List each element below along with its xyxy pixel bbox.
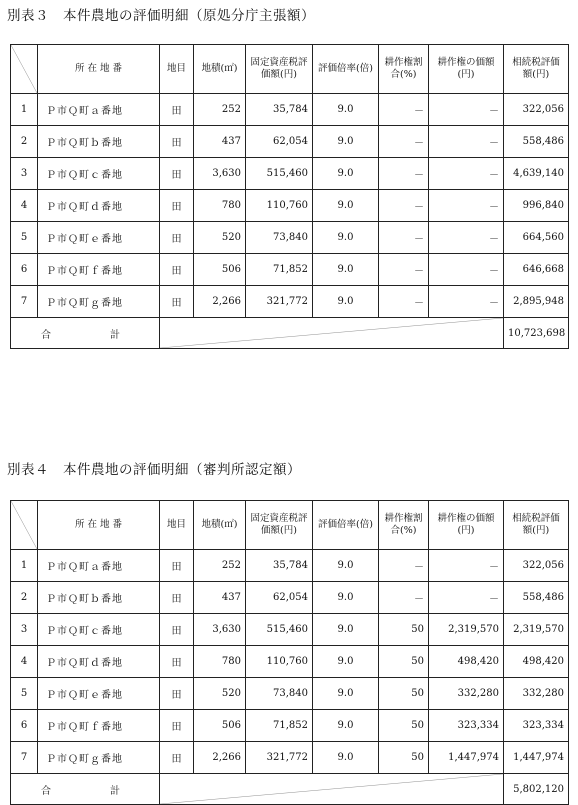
table-row bbox=[11, 222, 569, 254]
table-cell: Ｐ市Ｑ町ｂ番地 bbox=[38, 582, 160, 614]
header-label: 耕作権の価額(円) bbox=[437, 513, 495, 536]
table-cell: 498,420 bbox=[429, 646, 504, 678]
header-inheritance-value bbox=[504, 501, 569, 550]
total-row bbox=[11, 318, 569, 349]
header-label: 地目 bbox=[166, 63, 186, 74]
header-area bbox=[194, 501, 246, 550]
table-cell: 9.0 bbox=[313, 190, 379, 222]
table-cell: 252 bbox=[194, 94, 246, 126]
table-cell: 2,319,570 bbox=[504, 614, 569, 646]
table-cell: 996,840 bbox=[504, 190, 569, 222]
table-cell: 558,486 bbox=[504, 582, 569, 614]
table-cell: 9.0 bbox=[313, 678, 379, 710]
table-cell: － bbox=[429, 286, 504, 318]
table-cell: Ｐ市Ｑ町ｇ番地 bbox=[38, 742, 160, 774]
table-row bbox=[11, 646, 569, 678]
table-cell: 1 bbox=[11, 94, 38, 126]
table-cell: 田 bbox=[160, 190, 194, 222]
table-cell: 520 bbox=[194, 678, 246, 710]
header-location bbox=[38, 501, 160, 550]
table-cell: 田 bbox=[160, 710, 194, 742]
table-cell: 2,266 bbox=[194, 286, 246, 318]
table-cell: 4,639,140 bbox=[504, 158, 569, 190]
table-cell: 3,630 bbox=[194, 614, 246, 646]
table-cell: Ｐ市Ｑ町ａ番地 bbox=[38, 550, 160, 582]
header-category bbox=[160, 45, 194, 94]
table-cell: Ｐ市Ｑ町ｄ番地 bbox=[38, 646, 160, 678]
table-cell: 50 bbox=[379, 678, 429, 710]
valuation-table-3 bbox=[10, 44, 569, 349]
table-row bbox=[11, 614, 569, 646]
table-cell: 515,460 bbox=[246, 614, 313, 646]
total-value: 10,723,698 bbox=[504, 318, 569, 349]
table-cell: 321,772 bbox=[246, 286, 313, 318]
table-cell: Ｐ市Ｑ町ｃ番地 bbox=[38, 158, 160, 190]
table-cell: Ｐ市Ｑ町ｄ番地 bbox=[38, 190, 160, 222]
header-inheritance-value bbox=[504, 45, 569, 94]
table-cell: 110,760 bbox=[246, 646, 313, 678]
total-label bbox=[11, 774, 160, 805]
table-title: 別表３ 本件農地の評価明細（原処分庁主張額） bbox=[7, 8, 315, 24]
table-cell: 9.0 bbox=[313, 614, 379, 646]
header-multiplier bbox=[313, 45, 379, 94]
table-cell: 田 bbox=[160, 286, 194, 318]
table-cell: － bbox=[379, 126, 429, 158]
table-cell: － bbox=[379, 550, 429, 582]
table-row bbox=[11, 710, 569, 742]
table-cell: 田 bbox=[160, 126, 194, 158]
table-cell: 2 bbox=[11, 582, 38, 614]
table-cell: 9.0 bbox=[313, 710, 379, 742]
header-label: 相続税評価額(円) bbox=[512, 57, 560, 80]
table-cell: 4 bbox=[11, 190, 38, 222]
total-label-a: 合 bbox=[41, 785, 52, 797]
header-label: 耕作権の価額(円) bbox=[437, 57, 495, 80]
header-label: 耕作権割合(%) bbox=[384, 57, 423, 80]
table-cell: Ｐ市Ｑ町ｇ番地 bbox=[38, 286, 160, 318]
table-cell: 498,420 bbox=[504, 646, 569, 678]
table-cell: 50 bbox=[379, 646, 429, 678]
table-cell: Ｐ市Ｑ町ｆ番地 bbox=[38, 710, 160, 742]
table-cell: 2,319,570 bbox=[429, 614, 504, 646]
table-cell: 田 bbox=[160, 742, 194, 774]
table-cell: 9.0 bbox=[313, 582, 379, 614]
table-cell: 9.0 bbox=[313, 126, 379, 158]
table-cell: 田 bbox=[160, 158, 194, 190]
table-cell: 田 bbox=[160, 646, 194, 678]
table-cell: 50 bbox=[379, 614, 429, 646]
header-label: 固定資産税評価額(円) bbox=[250, 513, 308, 536]
table-cell: － bbox=[429, 158, 504, 190]
header-label: 評価倍率(倍) bbox=[318, 63, 373, 74]
table-cell: 780 bbox=[194, 646, 246, 678]
table-cell: 515,460 bbox=[246, 158, 313, 190]
table-cell: 1,447,974 bbox=[504, 742, 569, 774]
total-blank-cell bbox=[160, 774, 504, 805]
table-cell: Ｐ市Ｑ町ｅ番地 bbox=[38, 678, 160, 710]
header-area bbox=[194, 45, 246, 94]
table-cell: 田 bbox=[160, 550, 194, 582]
table-cell: 558,486 bbox=[504, 126, 569, 158]
table-cell: Ｐ市Ｑ町ｆ番地 bbox=[38, 254, 160, 286]
table-row bbox=[11, 126, 569, 158]
table-cell: 323,334 bbox=[429, 710, 504, 742]
table-cell: 6 bbox=[11, 254, 38, 286]
table-cell: 50 bbox=[379, 742, 429, 774]
header-fixed-tax-value bbox=[246, 45, 313, 94]
table-cell: 9.0 bbox=[313, 550, 379, 582]
table-cell: 9.0 bbox=[313, 94, 379, 126]
table-cell: 1 bbox=[11, 550, 38, 582]
header-tenancy-value bbox=[429, 45, 504, 94]
table-cell: 1,447,974 bbox=[429, 742, 504, 774]
header-tenancy-value bbox=[429, 501, 504, 550]
table-cell: 9.0 bbox=[313, 646, 379, 678]
table-cell: 9.0 bbox=[313, 222, 379, 254]
header-label: 地積(㎡) bbox=[201, 63, 238, 74]
table-cell: 73,840 bbox=[246, 222, 313, 254]
total-blank-cell bbox=[160, 318, 504, 349]
table-cell: 田 bbox=[160, 222, 194, 254]
table-cell: 田 bbox=[160, 678, 194, 710]
total-row bbox=[11, 774, 569, 805]
table-cell: 7 bbox=[11, 742, 38, 774]
table-cell: － bbox=[379, 254, 429, 286]
table-cell: 62,054 bbox=[246, 126, 313, 158]
table-cell: － bbox=[379, 190, 429, 222]
header-row bbox=[11, 45, 569, 94]
table-cell: 35,784 bbox=[246, 550, 313, 582]
table-cell: 506 bbox=[194, 254, 246, 286]
table-cell: － bbox=[429, 94, 504, 126]
table-cell: Ｐ市Ｑ町ｂ番地 bbox=[38, 126, 160, 158]
table-cell: Ｐ市Ｑ町ｃ番地 bbox=[38, 614, 160, 646]
total-value: 5,802,120 bbox=[504, 774, 569, 805]
table-row bbox=[11, 582, 569, 614]
table-cell: 9.0 bbox=[313, 286, 379, 318]
table-cell: 506 bbox=[194, 710, 246, 742]
header-location bbox=[38, 45, 160, 94]
table-cell: 437 bbox=[194, 126, 246, 158]
table-cell: 5 bbox=[11, 222, 38, 254]
table-row bbox=[11, 550, 569, 582]
corner-cell bbox=[11, 501, 38, 550]
table-cell: 332,280 bbox=[429, 678, 504, 710]
table-cell: 322,056 bbox=[504, 94, 569, 126]
table-cell: 2,266 bbox=[194, 742, 246, 774]
corner-cell bbox=[11, 45, 38, 94]
total-label-b: 計 bbox=[110, 785, 121, 797]
valuation-table-4 bbox=[10, 500, 569, 805]
header-tenancy-ratio bbox=[379, 45, 429, 94]
table-cell: － bbox=[379, 286, 429, 318]
total-label-b: 計 bbox=[110, 329, 121, 341]
table-cell: 646,668 bbox=[504, 254, 569, 286]
header-label: 所 在 地 番 bbox=[74, 519, 123, 530]
table-cell: － bbox=[379, 94, 429, 126]
table-row bbox=[11, 94, 569, 126]
table-row bbox=[11, 678, 569, 710]
total-label-a: 合 bbox=[41, 329, 52, 341]
table-cell: 4 bbox=[11, 646, 38, 678]
table-cell: 332,280 bbox=[504, 678, 569, 710]
header-multiplier bbox=[313, 501, 379, 550]
table-cell: 3,630 bbox=[194, 158, 246, 190]
table-cell: 9.0 bbox=[313, 742, 379, 774]
table-cell: 6 bbox=[11, 710, 38, 742]
table-cell: 62,054 bbox=[246, 582, 313, 614]
table-cell: 71,852 bbox=[246, 254, 313, 286]
header-label: 地目 bbox=[166, 519, 186, 530]
table-cell: 9.0 bbox=[313, 158, 379, 190]
header-label: 評価倍率(倍) bbox=[318, 519, 373, 530]
table-cell: 田 bbox=[160, 254, 194, 286]
table-cell: 5 bbox=[11, 678, 38, 710]
table-cell: Ｐ市Ｑ町ａ番地 bbox=[38, 94, 160, 126]
header-label: 固定資産税評価額(円) bbox=[250, 57, 308, 80]
header-tenancy-ratio bbox=[379, 501, 429, 550]
header-row bbox=[11, 501, 569, 550]
table-row bbox=[11, 254, 569, 286]
table-cell: － bbox=[429, 126, 504, 158]
header-label: 耕作権割合(%) bbox=[384, 513, 423, 536]
table-cell: 田 bbox=[160, 614, 194, 646]
table-cell: － bbox=[379, 158, 429, 190]
table-cell: 664,560 bbox=[504, 222, 569, 254]
table-cell: Ｐ市Ｑ町ｅ番地 bbox=[38, 222, 160, 254]
table-cell: － bbox=[429, 222, 504, 254]
total-label bbox=[11, 318, 160, 349]
table-cell: 780 bbox=[194, 190, 246, 222]
table-cell: 321,772 bbox=[246, 742, 313, 774]
table-cell: 3 bbox=[11, 614, 38, 646]
table-cell: 9.0 bbox=[313, 254, 379, 286]
table-row bbox=[11, 158, 569, 190]
table-cell: 110,760 bbox=[246, 190, 313, 222]
table-cell: 7 bbox=[11, 286, 38, 318]
table-cell: － bbox=[429, 254, 504, 286]
table-cell: 2,895,948 bbox=[504, 286, 569, 318]
table-cell: 田 bbox=[160, 582, 194, 614]
header-label: 地積(㎡) bbox=[201, 519, 238, 530]
table-cell: － bbox=[429, 582, 504, 614]
table-cell: 50 bbox=[379, 710, 429, 742]
header-label: 所 在 地 番 bbox=[74, 63, 123, 74]
table-title: 別表４ 本件農地の評価明細（審判所認定額） bbox=[7, 462, 301, 478]
table-cell: 323,334 bbox=[504, 710, 569, 742]
table-row bbox=[11, 286, 569, 318]
table-cell: 田 bbox=[160, 94, 194, 126]
table-cell: － bbox=[379, 582, 429, 614]
table-cell: － bbox=[379, 222, 429, 254]
table-cell: 322,056 bbox=[504, 550, 569, 582]
table-cell: 3 bbox=[11, 158, 38, 190]
header-category bbox=[160, 501, 194, 550]
header-fixed-tax-value bbox=[246, 501, 313, 550]
table-cell: 2 bbox=[11, 126, 38, 158]
table-row bbox=[11, 742, 569, 774]
table-cell: 520 bbox=[194, 222, 246, 254]
table-cell: － bbox=[429, 550, 504, 582]
table-cell: － bbox=[429, 190, 504, 222]
table-row bbox=[11, 190, 569, 222]
table-cell: 71,852 bbox=[246, 710, 313, 742]
header-label: 相続税評価額(円) bbox=[512, 513, 560, 536]
table-cell: 35,784 bbox=[246, 94, 313, 126]
table-cell: 437 bbox=[194, 582, 246, 614]
table-cell: 73,840 bbox=[246, 678, 313, 710]
table-cell: 252 bbox=[194, 550, 246, 582]
